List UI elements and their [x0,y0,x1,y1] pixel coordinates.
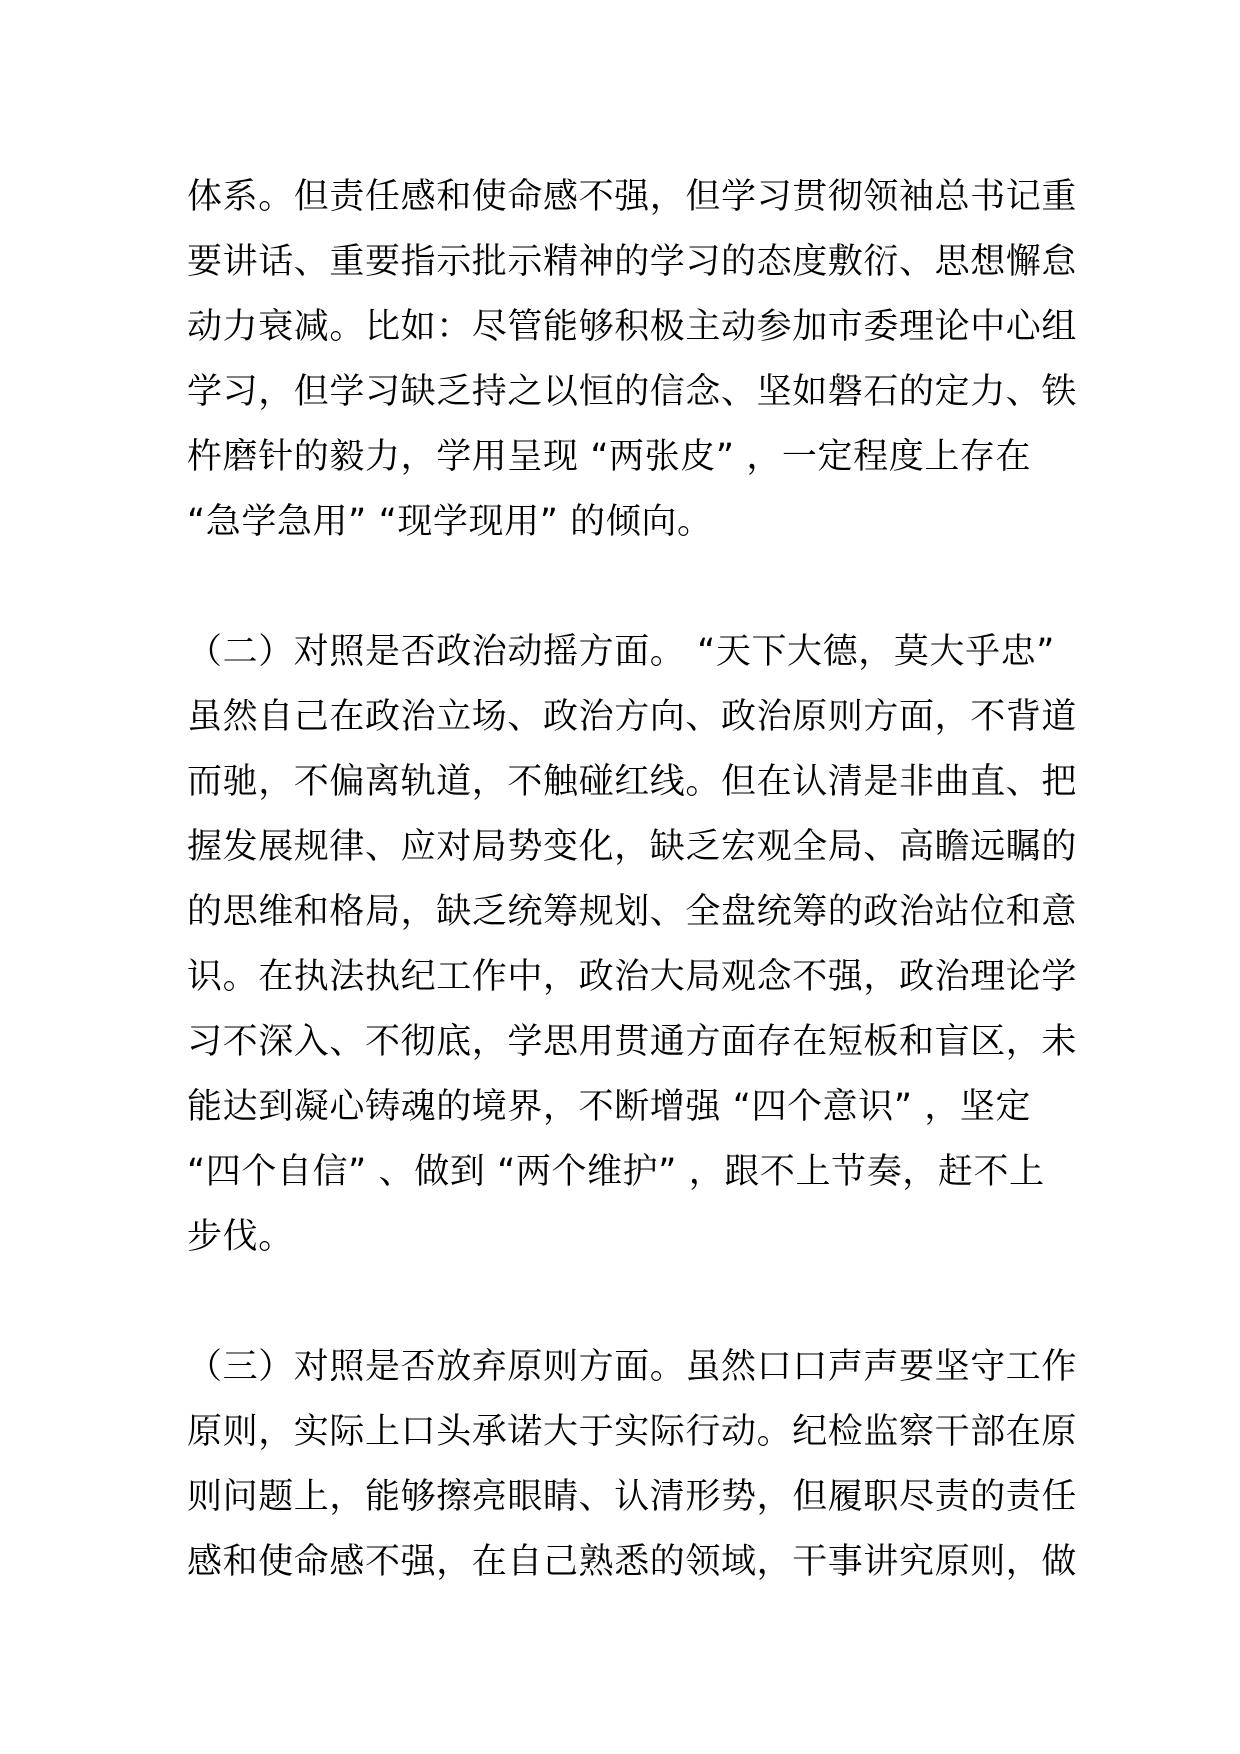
section-heading-line: （三）对照是否放弃原则方面。虽然口口声声要坚守工作 [187,1347,1078,1387]
text-line: 握发展规律、应对局势变化，缺乏宏观全局、高瞻远瞩的 [187,827,1078,867]
paragraph-political-wavering [187,620,1078,1270]
text-line: 杵磨针的毅力，学用呈现 “两张皮” ，一定程度上存在 [187,437,1032,477]
text-line: 习不深入、不彻底，学思用贯通方面存在短板和盲区，未 [187,1022,1078,1062]
paragraph-abandon-principles [187,1335,1078,1595]
text-line: 感和使命感不强，在自己熟悉的领域，干事讲究原则，做 [187,1542,1078,1582]
text-line: 原则，实际上口头承诺大于实际行动。纪检监察干部在原 [187,1412,1078,1452]
text-line: 则问题上，能够擦亮眼睛、认清形势，但履职尽责的责任 [187,1477,1078,1517]
text-line: 要讲话、重要指示批示精神的学习的态度敷衍、思想懈怠 [187,242,1078,282]
section-heading-line: （二）对照是否政治动摇方面。 “天下大德，莫大乎忠” [187,632,1055,672]
text-line: 能达到凝心铸魂的境界，不断增强 “四个意识” ，坚定 [187,1087,1032,1127]
text-line: “四个自信” 、做到 “两个维护” ，跟不上节奏，赶不上 [187,1152,1045,1192]
text-line: 步伐。 [187,1217,294,1257]
text-line: 虽然自己在政治立场、政治方向、政治原则方面，不背道 [187,697,1078,737]
text-line: “急学急用” “现学现用” 的倾向。 [187,502,713,542]
paragraph-study-attitude [187,165,1078,555]
text-line: 学习，但学习缺乏持之以恒的信念、坚如磐石的定力、铁 [187,372,1078,412]
text-line: 动力衰减。比如：尽管能够积极主动参加市委理论中心组 [187,307,1078,347]
text-line: 识。在执法执纪工作中，政治大局观念不强，政治理论学 [187,957,1078,997]
text-line: 而驰，不偏离轨道，不触碰红线。但在认清是非曲直、把 [187,762,1078,802]
text-line: 的思维和格局，缺乏统筹规划、全盘统筹的政治站位和意 [187,892,1078,932]
text-line: 体系。但责任感和使命感不强，但学习贯彻领袖总书记重 [187,177,1078,217]
